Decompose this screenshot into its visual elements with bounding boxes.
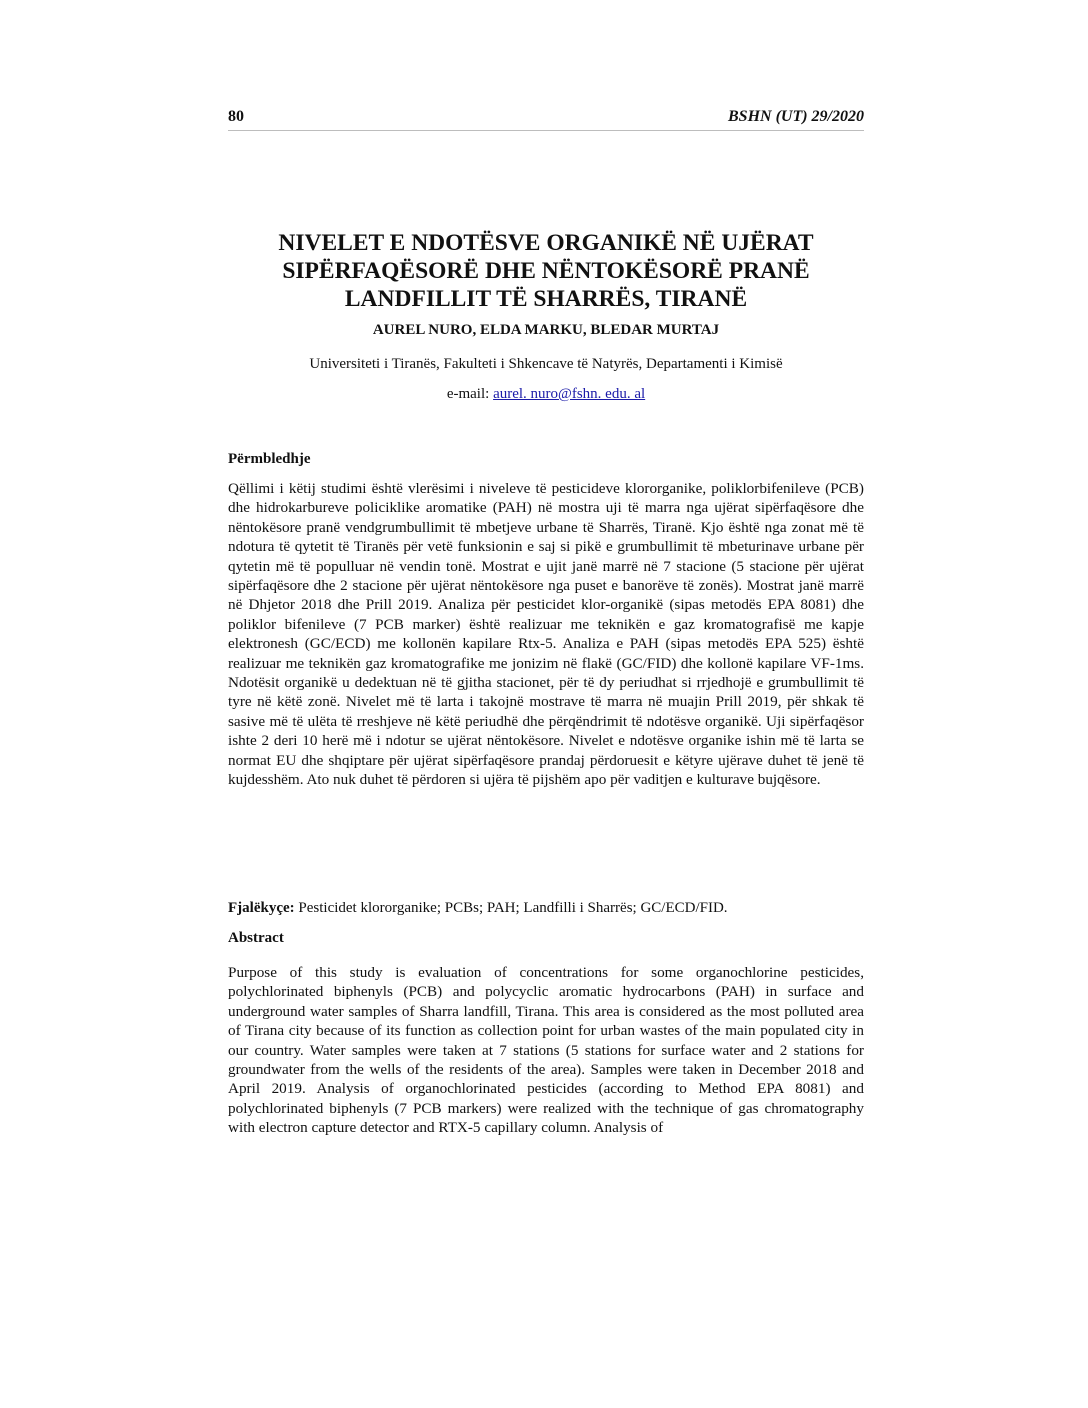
keywords-line [228,900,864,917]
abstract-paragraph: Purpose of this study is evaluation of concentrations for some organochlorine pesticides, polychlorinated biphenyls (PCB) and polycyclic aromatic hydrocarbons (PAH) in surface and underground water samples of Sharra landfill, Tirana. This area is considered as the most polluted area of Tirana city because of its function as collection point for urban wastes of the main populated city in our country. Water samples were taken at 7 stations (5 stations for surface water and 2 stations for groundwater from the wells of the residents of the area). Samples were taken in December 2018 and April 2019. Analysis of organochlorinated pesticides (according to Method EPA 8081) and polychlorinated biphenyls (7 PCB markers) were realized with the technique of gas chromatography with electron capture detector and RTX-5 capillary column. Analysis of [228,964,864,1137]
keywords-text: Pesticidet klororganike; PCBs; PAH; Landfilli i Sharrës; GC/ECD/FID. [294,900,728,916]
author-list: AUREL NURO, ELDA MARKU, BLEDAR MURTAJ [372,322,720,338]
email-label: e-mail: [446,386,490,402]
permbledhje-paragraph: Qëllimi i këtij studimi është vlerësimi i niveleve të pesticideve klororganike, poliklorbifenileve (PCB) dhe hidrokarbureve policiklike aromatike (PAH) në mostra uji të marra nga ujërat sipërfaqësore dhe nëntokësore pranë vendgrumbullimit të mbetjeve urbane të Sharrës, Tiranë. Kjo është nga zonat më të ndotura të qytetit të Tiranës për vetë funksionin e saj si pikë e grumbullimit të mbeturinave urbane për qytetin më të populluar në vendin tonë. Mostrat e ujit janë marrë në 7 stacione (5 stacione për ujërat sipërfaqësore dhe 2 stacione për ujërat nëntokësore nga puset e banorëve të zonës). Mostrat janë marrë në Dhjetor 2018 dhe Prill 2019. Analiza për pesticidet klor-organikë (sipas metodës EPA 8081) dhe poliklor bifenileve (7 PCB marker) është realizuar me teknikën e gaz kromatografisë me kapje elektronesh (GC/ECD) me kollonën kapilare Rtx-5. Analiza e PAH (sipas metodës EPA 525) është realizuar me teknikën gaz kromatografike me jonizim në flakë (GC/FID) dhe kollonë kapilare VF-1ms. Ndotësit organikë u dedektuan në të gjitha stacionet, për të dy periudhat si rrjedhojë e grumbullimit të tyre në këtë zonë. Nivelet më të larta i takojnë mostrave të marra në muajin Prill 2019, për shkak të sasive më të ulëta të rreshjeve në këtë periudhë dhe përqëndrimit të ndotësve organikë. Uji sipërfaqësor ishte 2 deri 10 herë më i ndotur se ujërat nëntokësore. Nivelet e ndotësve organike ishin më të larta se normat EU dhe shqiptare për ujërat sipërfaqësore prandaj përdoruesit e këtyre ujërave duhet të jenë të kujdesshëm. Ato nuk duhet të përdoren si ujëra të pijshëm apo për vaditjen e kulturave bujqësore. [228,480,864,789]
running-header [228,106,864,131]
page-number: 80 [228,108,244,125]
keywords-label: Fjalëkyçe: [228,900,295,916]
journal-reference: BSHN (UT) 29/2020 [728,108,864,125]
paper-title: NIVELET E NDOTËSVE ORGANIKË NË UJËRAT SIPËRFAQËSORË DHE NËNTOKËSORË PRANË LANDFILLIT TË SHARRËS, TIRANË [278,230,814,312]
email-link[interactable]: aurel. nuro@fshn. edu. al [493,386,646,402]
abstract-heading: Abstract [228,930,284,946]
permbledhje-heading: Përmbledhje [228,451,311,467]
affiliation: Universiteti i Tiranës, Fakulteti i Shkencave të Natyrës, Departamenti i Kimisë [309,356,783,372]
email-line [228,386,864,403]
